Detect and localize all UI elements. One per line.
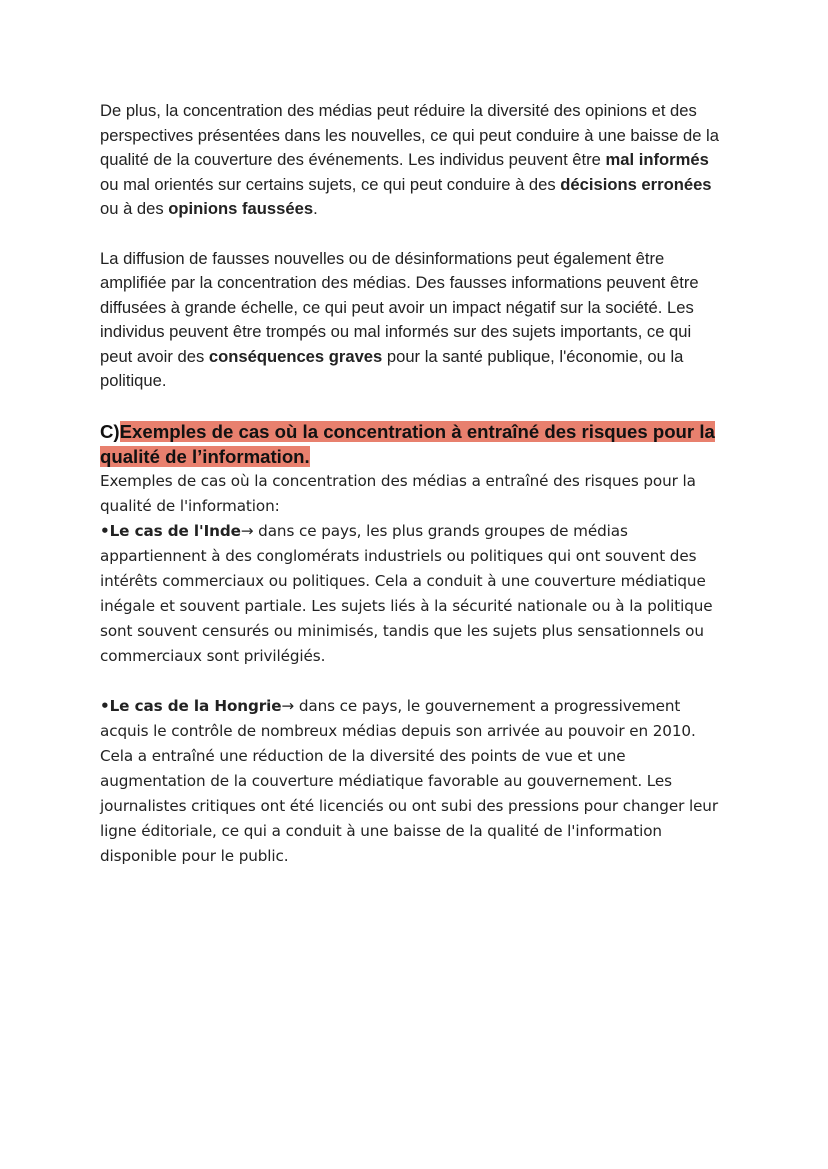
section-heading-c (100, 419, 728, 469)
examples-intro: Exemples de cas où la concentration des médias a entraîné des risques pour la qualité de l'information: (100, 471, 696, 515)
paragraph-fake-news: La diffusion de fausses nouvelles ou de désinformations peut également être amplifiée par la concentration des médias. Des fausses informations peuvent être diffusées à grande échelle, ce qui peut avoir un impact négatif sur la société. Les individus peuvent être trompés ou mal informés sur des sujets importants, ce qui peut avoir des conséquences graves pour la santé publique, l'économie, ou la politique. (100, 248, 699, 390)
examples-section (100, 469, 728, 869)
heading-prefix: C) (100, 420, 120, 442)
bold-consequences-graves: conséquences graves (208, 346, 383, 366)
case-india: •Le cas de l'Inde→ dans ce pays, les plus grands groupes de médias appartiennent à des conglomérats industriels ou politiques qui ont souvent des intérêts commerciaux ou politiques. Cela a conduit à une couverture médiatique inégale et souvent partiale. Les sujets liés à la sécurité nationale ou à la politique sont souvent censurés ou minimisés, tandis que les sujets plus sensationnels ou commerciaux sont privilégiés. (100, 521, 713, 665)
case-hungary: •Le cas de la Hongrie→ dans ce pays, le gouvernement a progressivement acquis le contrôle de nombreux médias depuis son arrivée au pouvoir en 2010. Cela a entraîné une réduction de la diversité des points de vue et une augmentation de la couverture médiatique favorable au gouvernement. Les journalistes critiques ont été licenciés ou ont subi des pressions pour changer leur ligne éditoriale, ce qui a conduit à une baisse de la qualité de l'information disponible pour le public. (100, 696, 718, 865)
case-hungary-label: •Le cas de la Hongrie (100, 696, 282, 715)
bold-opinions-faussees: opinions faussées (168, 199, 314, 218)
paragraph-media-concentration: De plus, la concentration des médias peut réduire la diversité des opinions et des perspectives présentées dans les nouvelles, ce qui peut conduire à une baisse de la qualité de la couverture des événements. Les individus peuvent être mal informés ou mal orientés sur certains sujets, ce qui peut conduire à des décisions erronées ou à des opinions faussées. (100, 101, 719, 218)
arrow-icon: → (240, 521, 254, 540)
bold-decisions-erronees: décisions erronées (560, 174, 712, 194)
case-india-label: •Le cas de l'Inde (100, 521, 241, 540)
bold-mal-informes: mal informés (605, 150, 709, 169)
document-page (100, 99, 728, 869)
heading-highlighted-text: Exemples de cas où la concentration à entraîné des risques pour la qualité de l’information. (100, 420, 715, 467)
arrow-icon: → (281, 696, 295, 715)
